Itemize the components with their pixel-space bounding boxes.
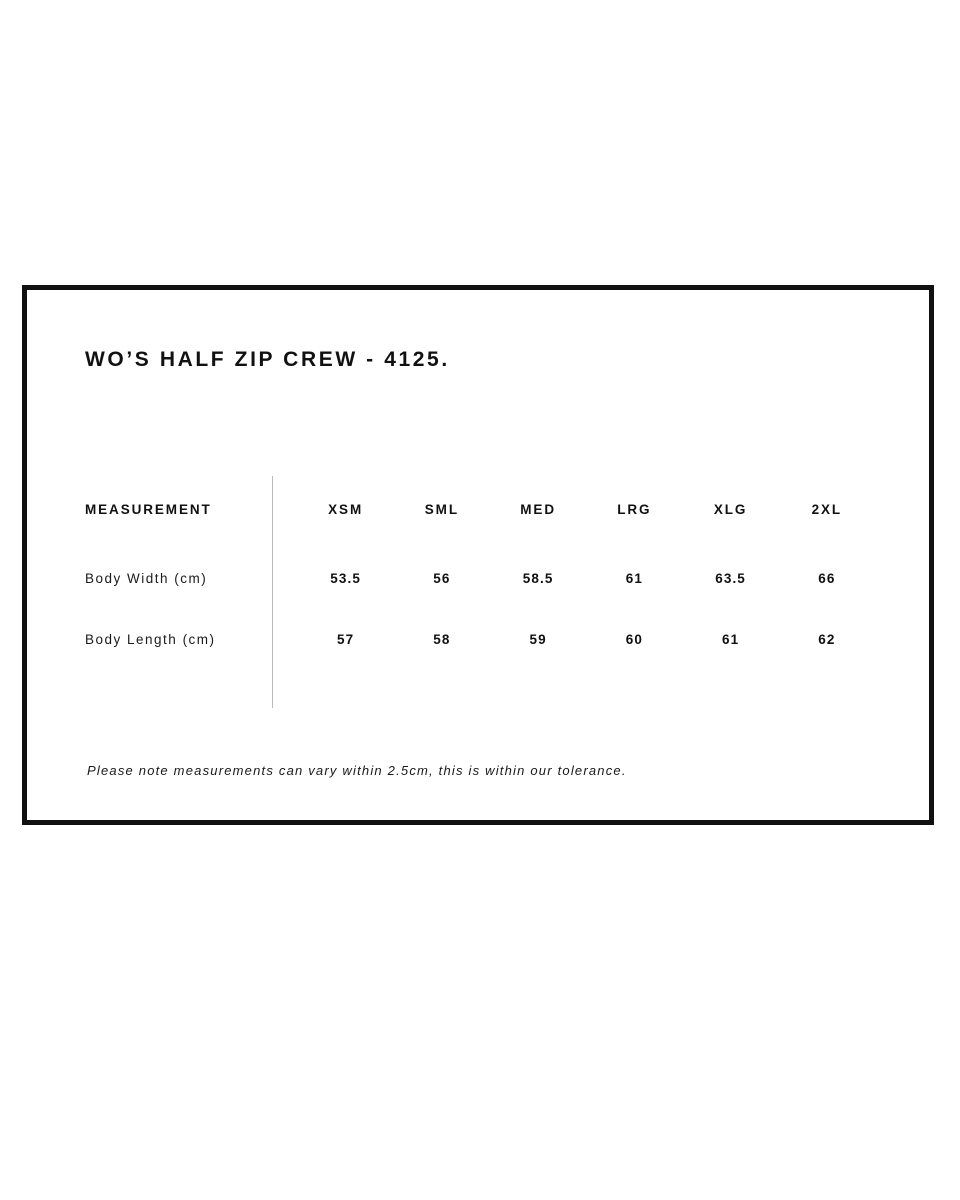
column-header-measurement: MEASUREMENT [85,501,212,517]
column-header-size-sml: SML [424,501,459,517]
cell-body-length-2xl: 62 [818,632,836,647]
cell-body-length-lrg: 60 [625,632,643,647]
column-header-size-2xl: 2XL [811,501,843,517]
page-title: WO’S HALF ZIP CREW - 4125. [85,348,450,371]
cell-body-length-med: 59 [529,632,547,647]
cell-body-length-xsm: 57 [337,632,355,647]
cell-body-width-sml: 56 [433,571,451,586]
table-body [85,548,875,670]
cell-body-width-med: 58.5 [522,571,554,586]
tolerance-note: Please note measurements can vary within 2.5cm, this is within our tolerance. [87,763,627,778]
row-label-body-length: Body Length (cm) [85,632,216,647]
cell-body-width-2xl: 66 [818,571,836,586]
table-header-row [85,470,875,548]
cell-body-width-xlg: 63.5 [715,571,746,586]
table-row [85,609,875,670]
table-row [85,548,875,609]
size-table [85,470,875,670]
cell-body-width-xsm: 53.5 [330,571,361,586]
table-header [85,470,875,548]
column-header-size-xsm: XSM [328,501,364,517]
cell-body-length-xlg: 61 [721,632,740,647]
column-header-size-lrg: LRG [617,501,652,517]
cell-body-width-lrg: 61 [625,571,643,586]
size-table-wrapper [85,470,875,670]
column-header-size-xlg: XLG [713,501,748,517]
row-label-body-width: Body Width (cm) [85,571,208,586]
size-chart-card [22,285,934,825]
column-header-size-med: MED [520,501,556,517]
cell-body-length-sml: 58 [433,632,451,647]
